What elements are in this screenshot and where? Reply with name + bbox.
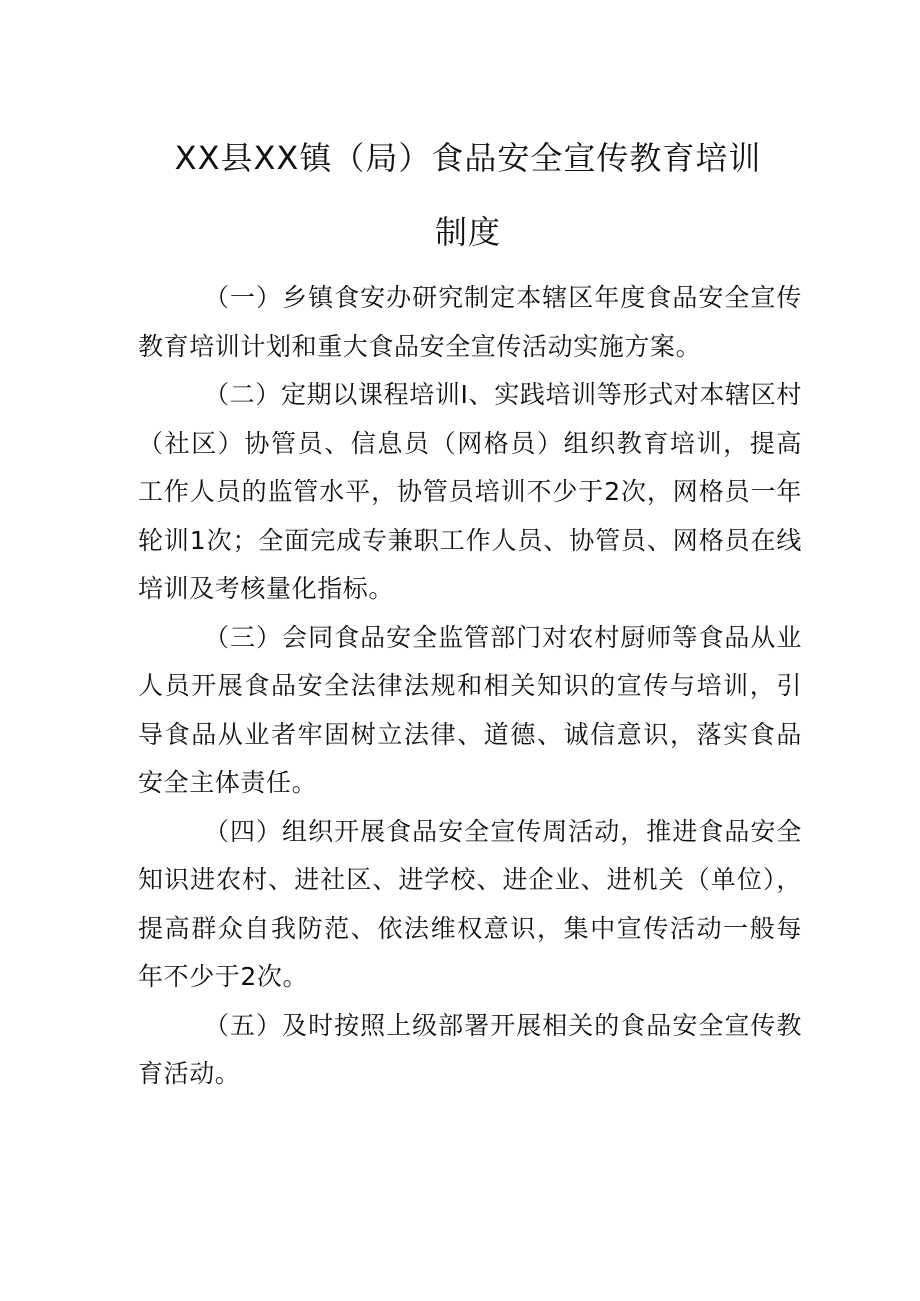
document-title-line-1: XX县XX镇（局）食品安全宣传教育培训	[174, 139, 762, 177]
document-title-line-2: 制度	[434, 213, 501, 251]
paragraph-2: （二）定期以课程培训I、实践培训等形式对本辖区村（社区）协管员、信息员（网格员）组织教育培训，提高工作人员的监管水平，协管员培训不少于2次，网格员一年轮训1次；全面完成专兼职工作人员、协管员、网格员在线培训及考核量化指标。	[138, 380, 802, 603]
paragraph-4: （四）组织开展食品安全宣传周活动，推进食品安全知识进农村、进社区、进学校、进企业、进机关（单位），提高群众自我防范、依法维权意识，集中宣传活动一般每年不少于2次。	[138, 816, 802, 991]
paragraph-5: （五）及时按照上级部署开展相关的食品安全宣传教育活动。	[138, 1010, 802, 1088]
paragraph-3: （三）会同食品安全监管部门对农村厨师等食品从业人员开展食品安全法律法规和相关知识的宣传与培训，引导食品从业者牢固树立法律、道德、诚信意识，落实食品安全主体责任。	[138, 622, 802, 797]
paragraph-1: （一）乡镇食安办研究制定本辖区年度食品安全宣传教育培训计划和重大食品安全宣传活动实施方案。	[138, 283, 802, 361]
document-body	[138, 274, 802, 1099]
